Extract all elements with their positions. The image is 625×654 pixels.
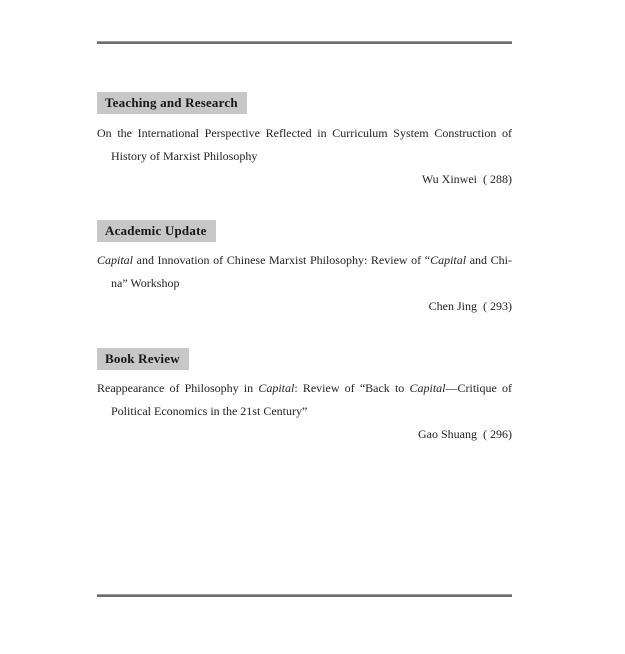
toc-entry-line: Political Economics in the 21st Century”: [111, 404, 308, 418]
author-name: Gao Shuang: [418, 427, 477, 441]
author-name: Wu Xinwei: [421, 172, 477, 186]
toc-entry-line: na” Workshop: [111, 276, 180, 290]
toc-entry-line: Reappearance of Philosophy in Capital: Review of “Back to Capital—Critique of: [97, 381, 512, 395]
section-heading: Teaching and Research: [97, 92, 247, 114]
author-page-line: [97, 171, 512, 187]
section-book-review: [97, 348, 512, 370]
page-number: ( 296): [483, 427, 512, 441]
author-page-line: [97, 298, 512, 314]
author-name: Chen Jing: [428, 299, 477, 313]
section-academic-update: [97, 220, 512, 242]
bottom-double-rule: [97, 594, 512, 597]
section-heading: Academic Update: [97, 220, 216, 242]
section-heading: Book Review: [97, 348, 189, 370]
toc-entry-line: History of Marxist Philosophy: [111, 149, 258, 163]
section-teaching-and-research: [97, 92, 512, 114]
toc-entry-line: On the International Perspective Reflected in Curriculum System Construction of: [97, 126, 512, 140]
page-number: ( 293): [483, 299, 512, 313]
top-double-rule: [97, 41, 512, 44]
author-page-line: [97, 426, 512, 442]
toc-entry-line: Capital and Innovation of Chinese Marxist Philosophy: Review of “Capital and Chi-: [97, 253, 512, 267]
page-number: ( 288): [483, 172, 512, 186]
